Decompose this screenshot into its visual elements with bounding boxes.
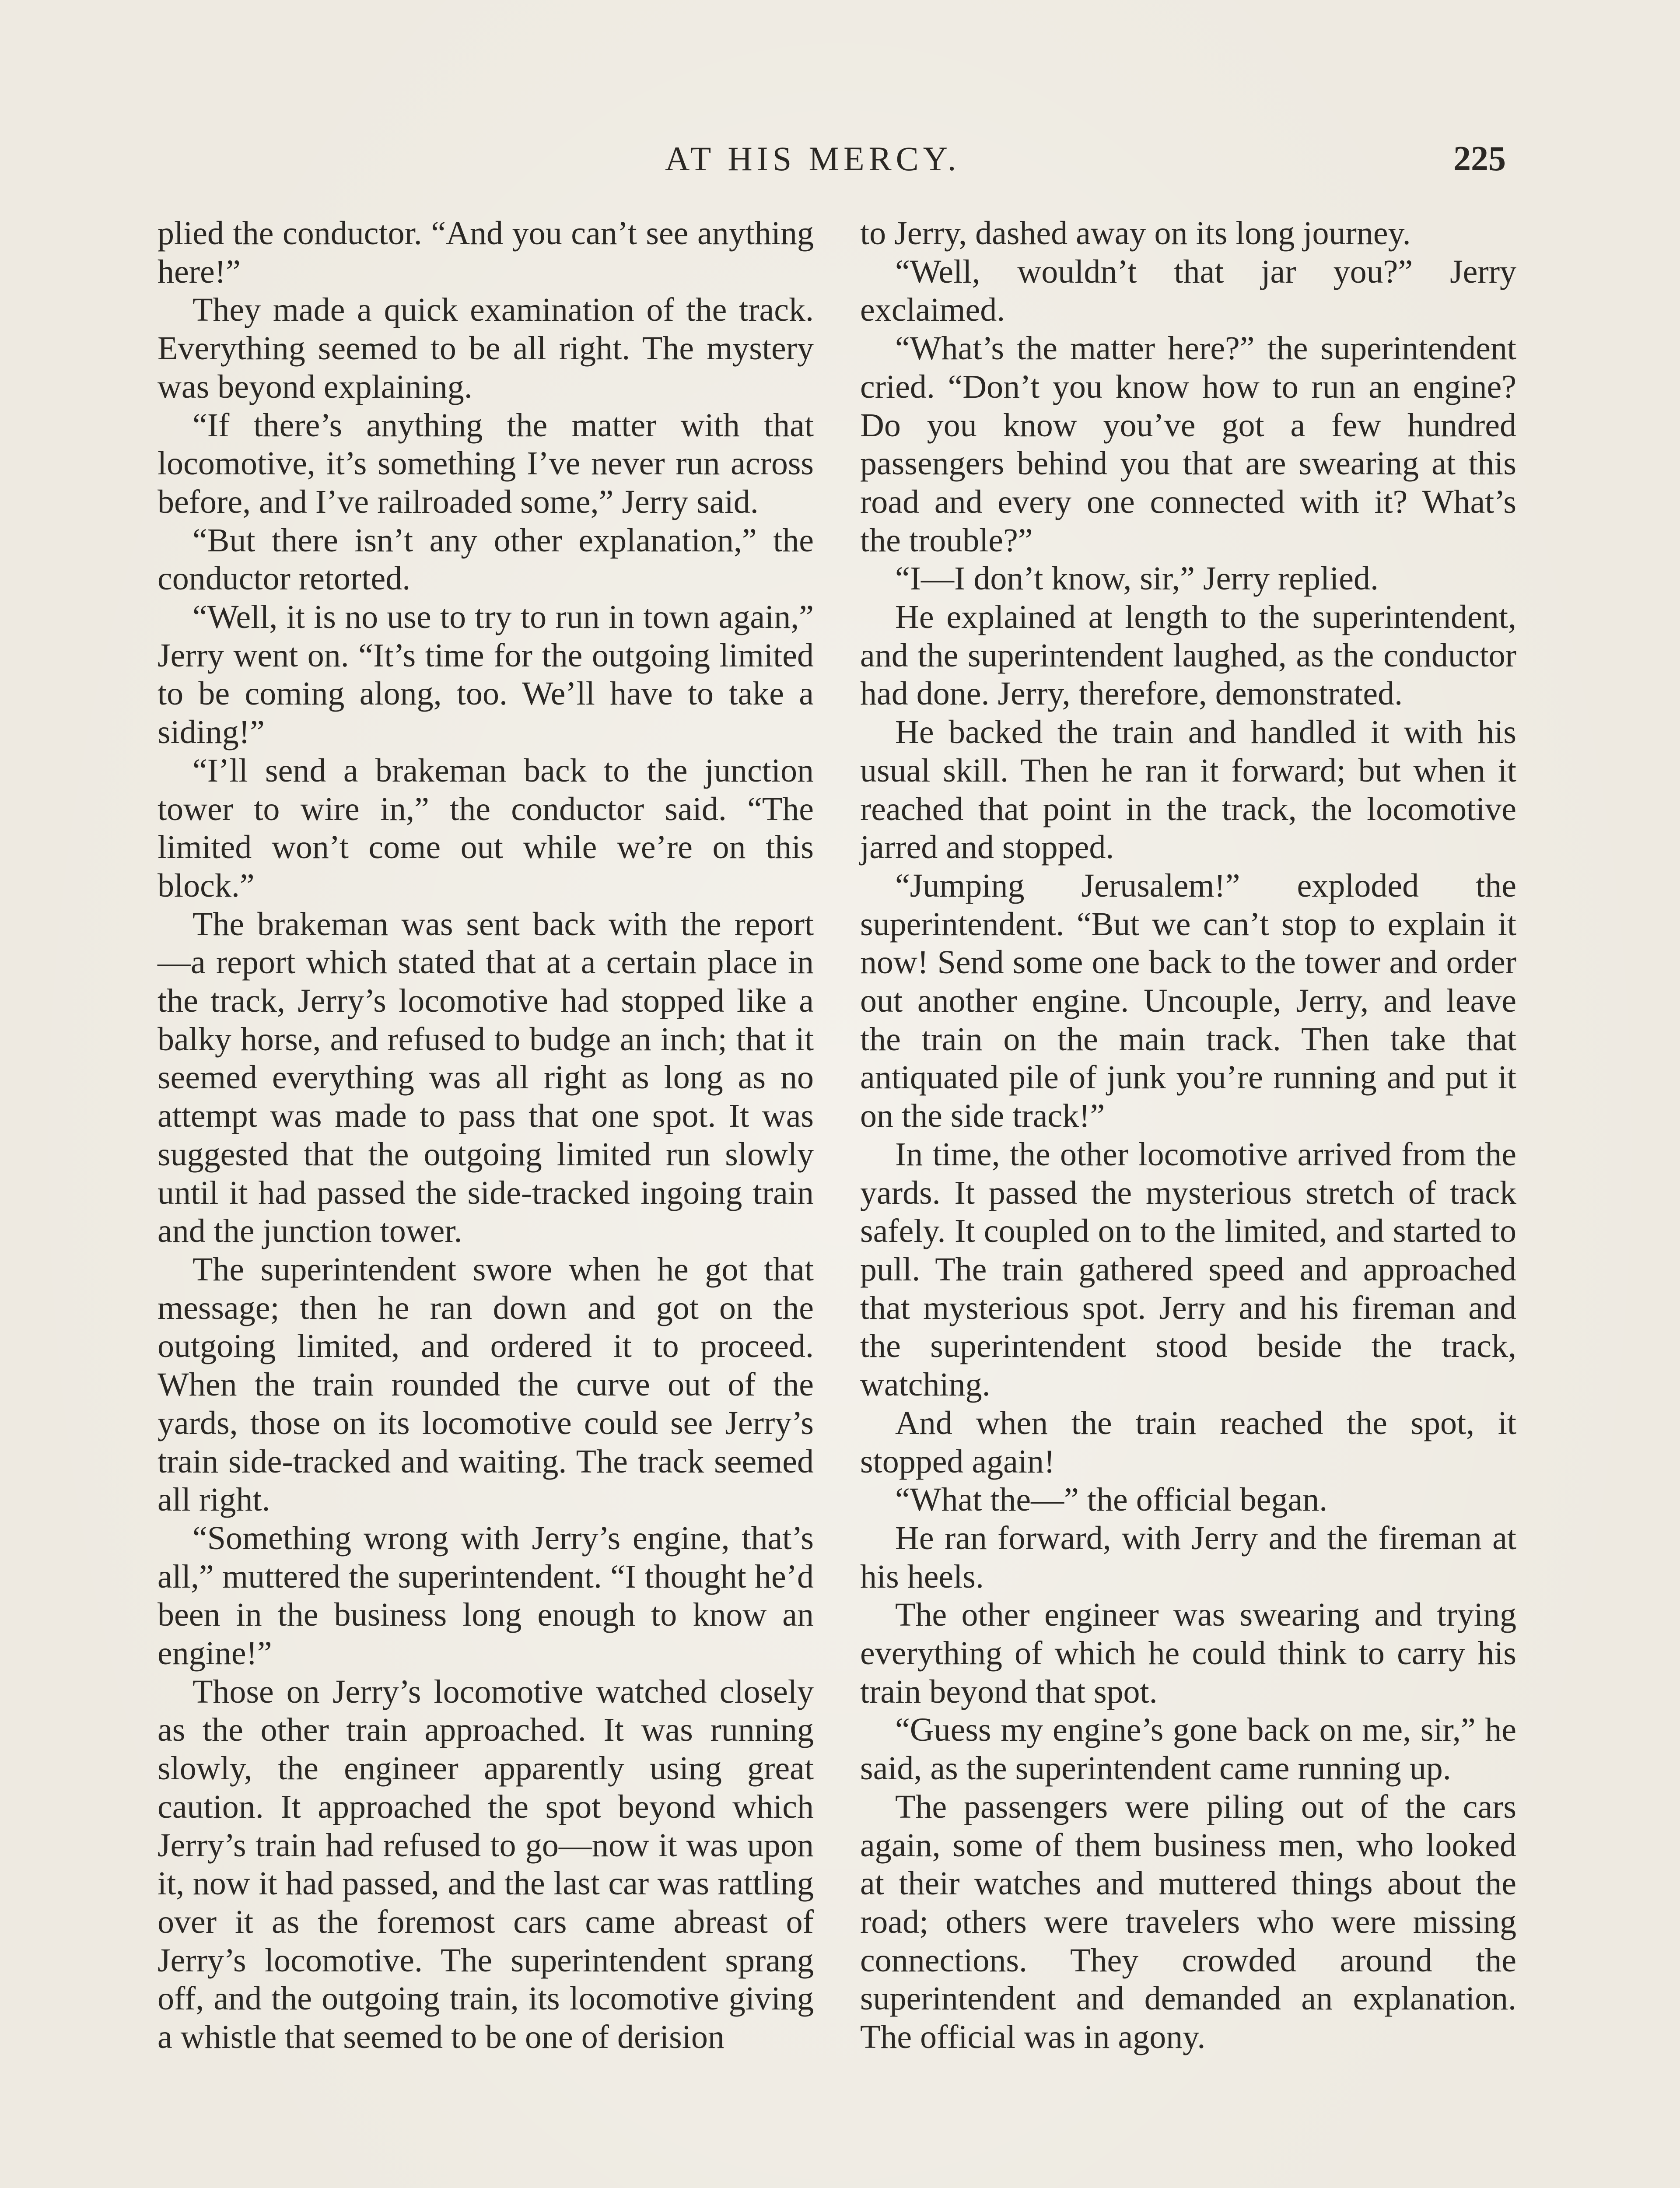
paragraph: He backed the train and handled it with his usual skill. Then he ran it forward; but when it reached that point in the track, the locomotive jarred and stopped.: [860, 714, 1516, 866]
paragraph: “But there isn’t any other explanation,” the conductor retorted.: [158, 522, 814, 597]
paragraph: “Something wrong with Jerry’s engine, that’s all,” muttered the superintendent. “I thought he’d been in the business long enough to know an engine!”: [158, 1519, 814, 1672]
paragraph: “Guess my engine’s gone back on me, sir,” he said, as the superintendent came running up.: [860, 1711, 1516, 1787]
paragraph: The other engineer was swearing and trying everything of which he could think to carry his train beyond that spot.: [860, 1596, 1516, 1710]
paragraph: “Well, it is no use to try to run in town again,” Jerry went on. “It’s time for the outgoing limited to be coming along, too. We’ll have to take a siding!”: [158, 599, 814, 751]
paragraph: “If there’s anything the matter with that locomotive, it’s something I’ve never run across before, and I’ve railroaded some,” Jerry said.: [158, 407, 814, 520]
left-text-column: [158, 214, 814, 2057]
paragraph: They made a quick examination of the track. Everything seemed to be all right. The mystery was beyond explaining.: [158, 291, 814, 405]
paragraph: The brakeman was sent back with the report—a report which stated that at a certain place in the track, Jerry’s locomotive had stopped like a balky horse, and refused to budge an inch; that it seemed everything was all right as long as no attempt was made to pass that one spot. It was suggested that the outgoing limited run slowly until it had passed the side-tracked ingoing train and the junction tower.: [158, 905, 814, 1250]
paragraph: “What’s the matter here?” the superintendent cried. “Don’t you know how to run an engine? Do you know you’ve got a few hundred passengers behind you that are swearing at this road and every one connected with it? What’s the trouble?”: [860, 330, 1516, 559]
paragraph: “Well, wouldn’t that jar you?” Jerry exclaimed.: [860, 253, 1516, 329]
running-title: AT HIS MERCY.: [665, 140, 961, 178]
paragraph: And when the train reached the spot, it stopped again!: [860, 1404, 1516, 1480]
paragraph: “What the—” the official began.: [895, 1481, 1328, 1518]
paragraph: In time, the other locomotive arrived from the yards. It passed the mysterious stretch of track safely. It coupled on to the limited, and started to pull. The train gathered speed and approached that mysterious spot. Jerry and his fireman and the superintendent stood beside the track, watching.: [860, 1136, 1516, 1403]
paragraph: plied the conductor. “And you can’t see anything here!”: [158, 215, 814, 290]
running-head: [0, 139, 1680, 179]
paragraph: to Jerry, dashed away on its long journey.: [860, 215, 1411, 252]
paragraph: “I—I don’t know, sir,” Jerry replied.: [895, 560, 1379, 597]
paragraph: “I’ll send a brakeman back to the junction tower to wire in,” the conductor said. “The limited won’t come out while we’re on this block.”: [158, 752, 814, 904]
paragraph: “Jumping Jerusalem!” exploded the superintendent. “But we can’t stop to explain it now! Send some one back to the tower and order out another engine. Uncouple, Jerry, and leave the train on the main track. Then take that antiquated pile of junk you’re running and put it on the side track!”: [860, 867, 1516, 1135]
paragraph: He explained at length to the superintendent, and the superintendent laughed, as the conductor had done. Jerry, therefore, demonstrated.: [860, 599, 1516, 712]
page-number: 225: [1453, 140, 1506, 178]
paragraph: The superintendent swore when he got that message; then he ran down and got on the outgoing limited, and ordered it to proceed. When the train rounded the curve out of the yards, those on its locomotive could see Jerry’s train side-tracked and waiting. The track seemed all right.: [158, 1251, 814, 1518]
paragraph: Those on Jerry’s locomotive watched closely as the other train approached. It was running slowly, the engineer apparently using great caution. It approached the spot beyond which Jerry’s train had refused to go—now it was upon it, now it had passed, and the last car was rattling over it as the foremost cars came abreast of Jerry’s locomotive. The superintendent sprang off, and the outgoing train, its locomotive giving a whistle that seemed to be one of derision: [158, 1673, 814, 2056]
paragraph: He ran forward, with Jerry and the fireman at his heels.: [860, 1519, 1516, 1595]
paragraph: The passengers were piling out of the cars again, some of them business men, who looked at their watches and muttered things about the road; others were travelers who were missing connections. They crowded around the superintendent and demanded an explanation. The official was in agony.: [860, 1788, 1516, 2056]
right-text-column: [860, 214, 1516, 2057]
